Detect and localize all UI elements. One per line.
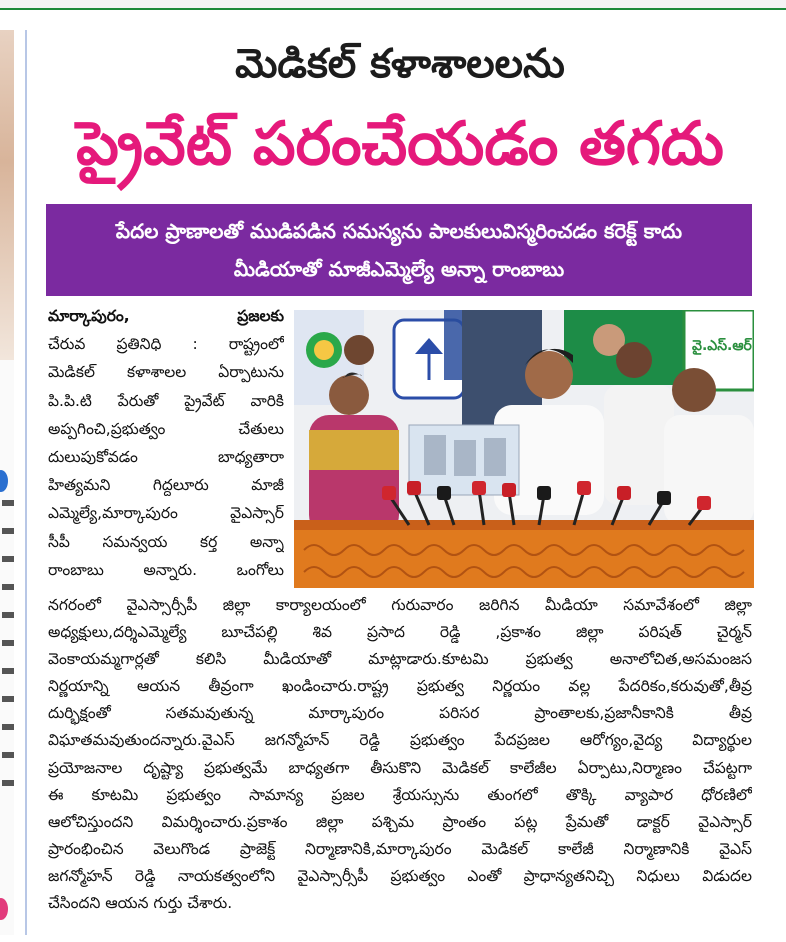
article-line: అప్పగించి,ప్రభుత్వం చేతులు xyxy=(48,419,284,438)
article-body-narrow xyxy=(48,302,284,584)
adjacent-photo xyxy=(0,30,14,360)
adjacent-bullet xyxy=(0,470,8,492)
top-border xyxy=(0,0,786,10)
article-line: నిర్ణయాన్ని ఆయన తీవ్రంగా ఖండించారు.రాష్ట్ర ప్రభుత్వ నిర్ణయం వల్ల పేదరికం,కరువుతో,తీవ్ర xyxy=(48,677,752,696)
article-line: జగన్మోహన్ రెడ్డి నాయకత్వంలోని వైఎస్సార్సీపీ ప్రభుత్వం ఎంతో ప్రాధాన్యతనిచ్చి నిధులు విడుదల xyxy=(48,866,752,885)
article-line: సీపీ సమన్వయ కర్త అన్నా xyxy=(48,532,284,551)
article-line: దులుపుకోవడం బాధ్యతారా xyxy=(48,448,284,467)
article-line: చేరువ ప్రతినిధి : రాష్ట్రంలో xyxy=(48,335,284,354)
adjacent-article-strip xyxy=(0,30,14,935)
subheadline-line-1: పేదల ప్రాణాలతో ముడిపడిన సమస్యను పాలకులువిస్మరించడం కరెక్ట్ కాదు xyxy=(115,219,683,243)
adjacent-bullet-2 xyxy=(0,898,8,920)
article-line: విఘాతమవుతుందన్నారు.వైఎస్ జగన్మోహన్ రెడ్డి ప్రభుత్వం పేదప్రజల ఆరోగ్యం,వైద్య విద్యార్థుల xyxy=(48,731,752,750)
article-line: దుర్భిక్షంతో సతమవుతున్న మార్కాపురం పరిసర ప్రాంతాలకు,ప్రజానీకానికి తీవ్ర xyxy=(48,704,752,723)
article-line: మార్కాపురం, ప్రజలకు xyxy=(48,307,284,325)
article-line: ఈ కూటమి ప్రభుత్వం సామాన్య ప్రజల శ్రేయస్సును తుంగలో తొక్కి వ్యాపార ధోరణిలో xyxy=(48,785,752,804)
article-line: ఎమ్మెల్యే,మార్కాపురం వైఎస్సార్ xyxy=(48,504,284,523)
headline-line-2: ప్రైవేట్ పరంచేయడం తగదు xyxy=(76,109,724,179)
article-line-last: చేసిందని ఆయన గుర్తు చేశారు. xyxy=(48,894,233,913)
column-rule xyxy=(25,30,27,935)
article-line: వెంకాయమ్మగార్లతో కలిసి మీడియాతో మాట్లాడారు.కూటమి ప్రభుత్వ అనాలోచిత,అసమంజస xyxy=(48,650,752,669)
subheadline-box xyxy=(46,204,752,296)
press-meet-photo xyxy=(294,310,754,588)
article-line: మెడికల్ కళాశాలల ఏర్పాటును xyxy=(48,363,284,382)
banner-text: వై.ఎస్.ఆర్ xyxy=(692,338,752,354)
article-line: హిత్యమని గిద్దలూరు మాజీ xyxy=(48,476,284,495)
article-line: నగరంలో వైఎస్సార్సీపీ జిల్లా కార్యాలయంలో గురువారం జరిగిన మీడియా సమావేశంలో జిల్లా xyxy=(48,596,752,614)
article-line: ప్రారంభించిన వెలుగొండ ప్రాజెక్ట్ నిర్మాణానికి,మార్కాపురం మెడికల్ కాలేజీ నిర్మాణానికి వైఎస్ xyxy=(48,839,752,858)
article-line: పి.పి.టి పేరుతో ప్రైవేట్ వారికి xyxy=(48,391,284,410)
article-line: ఆలోచిస్తుందని విమర్శించారు.ప్రకాశం జిల్లా పశ్చిమ ప్రాంతం పట్ల ప్రేమతో డాక్టర్ వైఎస్సార్ xyxy=(48,812,752,831)
subheadline-line-2: మీడియాతో మాజీఎమ్మెల్యే అన్నా రాంబాబు xyxy=(233,257,565,281)
article-line: ప్రయోజనాల దృష్ట్యా ప్రభుత్వమే బాధ్యతగా తీసుకొని మెడికల్ కాలేజీల ఏర్పాటు,నిర్మాణం చేపట్టగా xyxy=(48,758,752,777)
article-body-wide xyxy=(48,592,752,917)
press-meet-photo-illustration xyxy=(294,310,754,588)
article-line: రాంబాబు అన్నారు. ఒంగోలు xyxy=(48,560,284,579)
article-line: అధ్యక్షులు,దర్శిఎమ్మెల్యే బూచేపల్లి శివ ప్రసాద రెడ్డి ,ప్రకాశం జిల్లా పరిషత్ చైర్మన్ xyxy=(48,623,752,642)
headline-line-1: మెడికల్ కళాశాలలను xyxy=(235,41,565,87)
